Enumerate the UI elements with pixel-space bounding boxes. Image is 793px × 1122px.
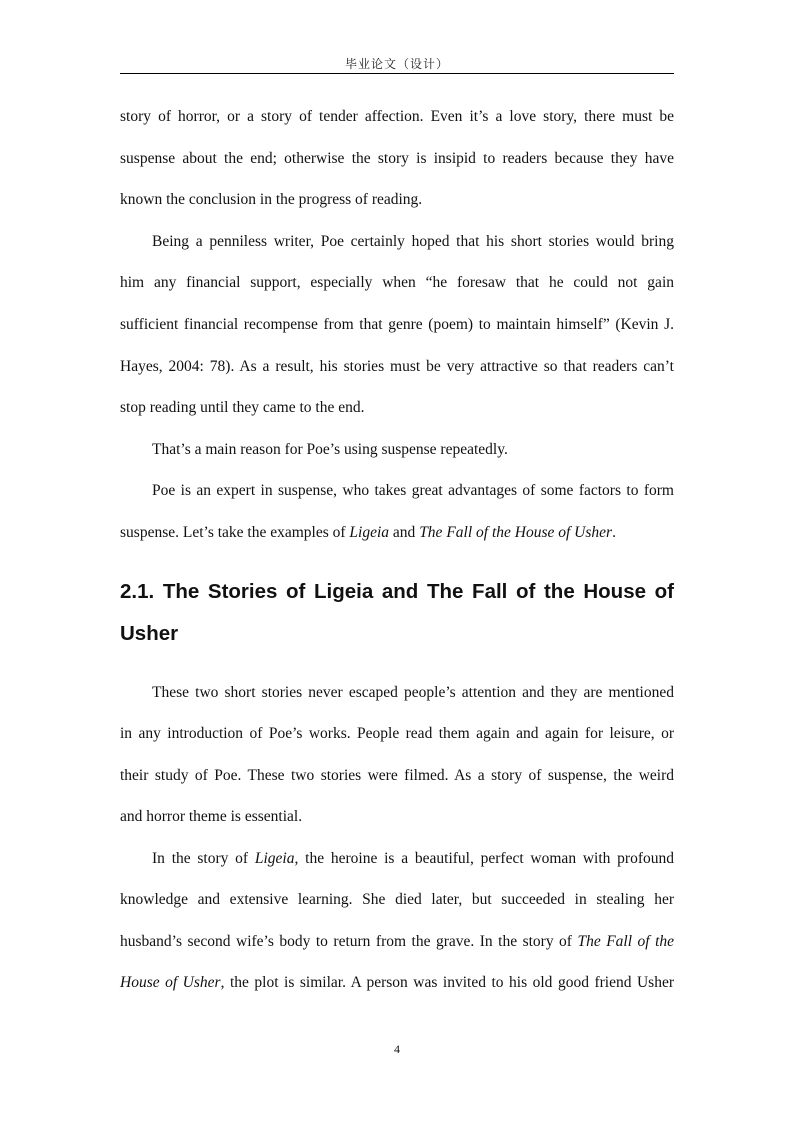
italic-title: The Fall of the House of Usher — [419, 524, 613, 541]
paragraph-line — [120, 523, 674, 543]
paragraph-line: known the conclusion in the progress of reading. — [120, 191, 423, 208]
paragraph-line: sufficient financial recompense from that genre (poem) to maintain himself” (Kevin J. — [120, 316, 674, 333]
paragraph-line: Being a penniless writer, Poe certainly hoped that his short stories would bring — [152, 233, 674, 250]
text-run: and — [389, 524, 420, 541]
text-run: , the plot is similar. A person was invited to his old good friend Usher — [220, 974, 674, 991]
italic-title: Ligeia — [254, 850, 295, 867]
text-run: , the heroine is a beautiful, perfect woman with profound — [294, 850, 674, 867]
paragraph-line: Hayes, 2004: 78). As a result, his stories must be very attractive so that readers can’t — [120, 358, 674, 375]
paragraph-line: Poe is an expert in suspense, who takes great advantages of some factors to form — [152, 482, 674, 499]
paragraph-line: him any financial support, especially when “he foresaw that he could not gain — [120, 274, 674, 291]
section-heading: 2.1. The Stories of Ligeia and The Fall of the House of — [120, 580, 674, 603]
paragraph-line: and horror theme is essential. — [120, 808, 303, 825]
paragraph-line — [152, 849, 674, 869]
paragraph-line — [120, 932, 674, 952]
section-heading: Usher — [120, 622, 179, 645]
paragraph-line: knowledge and extensive learning. She died later, but succeeded in stealing her — [120, 891, 674, 908]
italic-title: House of Usher — [120, 974, 221, 991]
paragraph-line: These two short stories never escaped people’s attention and they are mentioned — [152, 684, 674, 701]
page-header: 毕业论文（设计） — [344, 57, 449, 71]
italic-title: The Fall of the — [577, 933, 675, 950]
paragraph-line — [120, 973, 674, 993]
paragraph-line: stop reading until they came to the end. — [120, 399, 365, 416]
paragraph-line: suspense about the end; otherwise the story is insipid to readers because they have — [120, 150, 674, 167]
text-run: suspense. Let’s take the examples of — [120, 524, 350, 541]
paragraph-line: their study of Poe. These two stories were filmed. As a story of suspense, the weird — [120, 767, 674, 784]
paragraph-line: in any introduction of Poe’s works. People read them again and again for leisure, or — [120, 725, 674, 742]
page-number: 4 — [394, 1042, 400, 1056]
paragraph-line: That’s a main reason for Poe’s using suspense repeatedly. — [152, 441, 508, 458]
header-rule — [120, 73, 674, 74]
text-run: . — [612, 524, 616, 541]
text-run: husband’s second wife’s body to return from the grave. In the story of — [120, 933, 578, 950]
italic-title: Ligeia — [349, 524, 390, 541]
paragraph-line: story of horror, or a story of tender affection. Even it’s a love story, there must be — [120, 108, 674, 125]
text-run: In the story of — [152, 850, 255, 867]
